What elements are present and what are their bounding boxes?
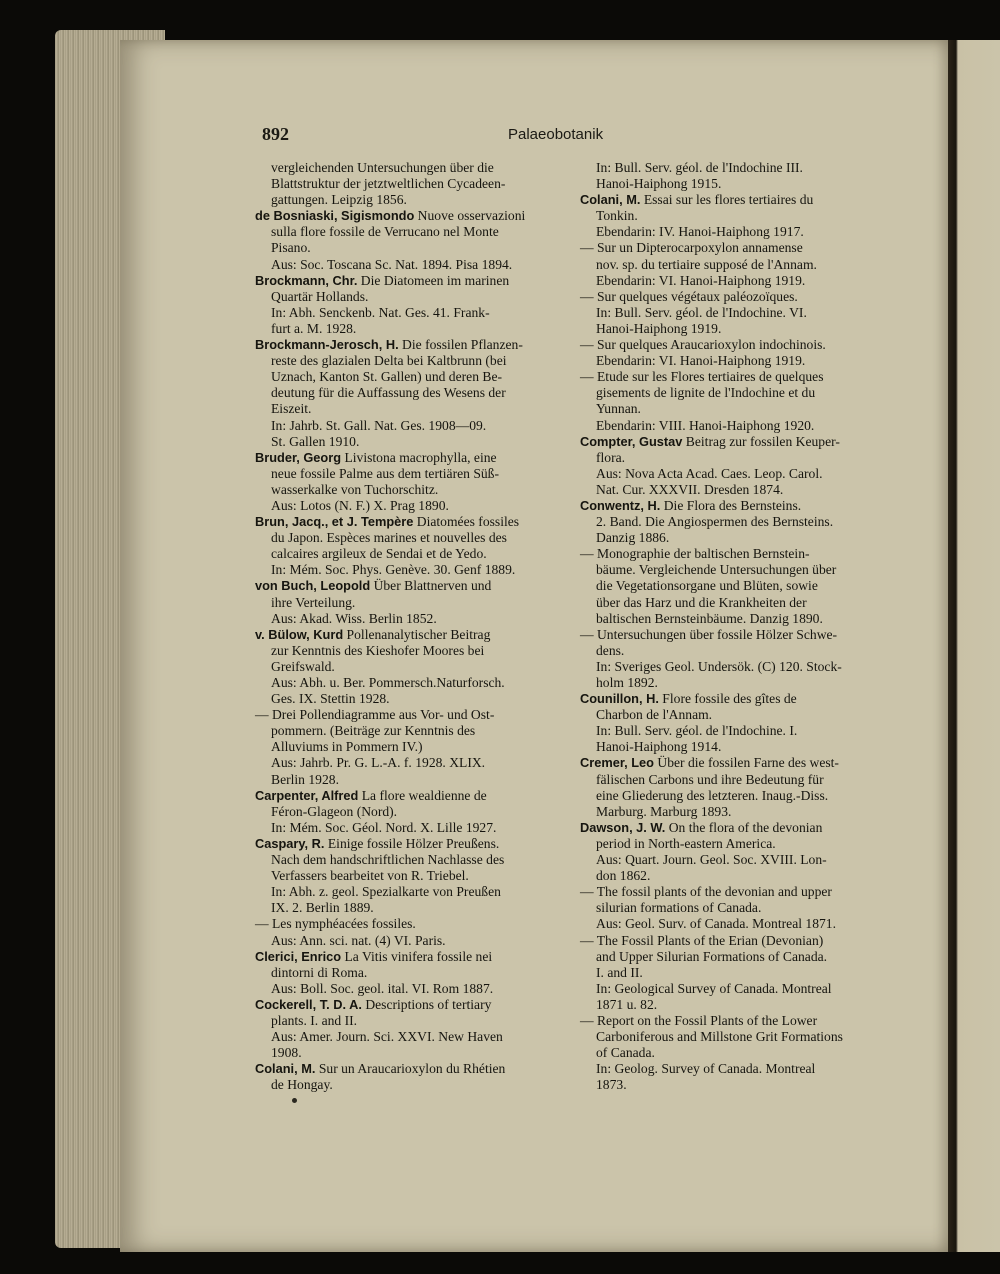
- entry-text: don 1862.: [596, 868, 651, 884]
- entry-text: Aus: Ann. sci. nat. (4) VI. Paris.: [271, 932, 446, 948]
- entry-text: Yunnan.: [596, 401, 641, 417]
- entry-text: period in North-eastern America.: [596, 835, 776, 851]
- bibliography-line: [255, 852, 560, 868]
- bibliography-line: [255, 611, 560, 627]
- bibliography-line: [255, 192, 560, 208]
- bibliography-line: [580, 498, 885, 514]
- bibliography-line: [580, 257, 885, 273]
- entry-text: pommern. (Beiträge zur Kenntnis des: [271, 723, 476, 739]
- entry-text: In: Mém. Soc. Géol. Nord. X. Lille 1927.: [271, 819, 497, 835]
- bibliography-line: [580, 1013, 885, 1029]
- bibliography-line: [255, 675, 560, 691]
- bibliography-line: [580, 1029, 885, 1045]
- entry-author: Counillon, H.: [580, 691, 659, 707]
- entry-text: 1908.: [271, 1045, 302, 1061]
- entry-text: — Untersuchungen über fossile Hölzer Schwe-: [580, 626, 838, 642]
- entry-text: — The fossil plants of the devonian and upper: [580, 884, 832, 900]
- entry-text: Blattstruktur der jetztweltlichen Cycadeen-: [271, 176, 506, 192]
- entry-text: Marburg. Marburg 1893.: [596, 803, 732, 819]
- entry-text: Berlin 1928.: [271, 771, 339, 787]
- entry-text: In: Bull. Serv. géol. de l'Indochine. VI.: [596, 304, 807, 320]
- entry-text: Aus: Akad. Wiss. Berlin 1852.: [271, 610, 437, 626]
- bibliography-line: [580, 595, 885, 611]
- entry-text: Verfassers bearbeitet von R. Triebel.: [271, 868, 469, 884]
- bibliography-line: [580, 755, 885, 771]
- bibliography-line: [580, 739, 885, 755]
- entry-text: deutung für die Auffassung des Wesens der: [271, 385, 506, 401]
- entry-text: du Japon. Espèces marines et nouvelles des: [271, 530, 507, 546]
- bibliography-line: [580, 160, 885, 176]
- entry-text: dens.: [596, 642, 625, 658]
- entry-text: In: Bull. Serv. géol. de l'Indochine III.: [596, 160, 803, 175]
- bibliography-line: [255, 160, 560, 176]
- bibliography-line: [255, 578, 560, 594]
- bibliography-line: [255, 514, 560, 530]
- entry-text: Flore fossile des gîtes de: [658, 691, 797, 707]
- bibliography-line: [580, 192, 885, 208]
- entry-author: Caspary, R.: [255, 835, 325, 851]
- bibliography-line: [580, 981, 885, 997]
- entry-text: Ebendarin: IV. Hanoi-Haiphong 1917.: [596, 224, 804, 240]
- entry-text: Descriptions of tertiary: [361, 996, 492, 1012]
- entry-text: — Drei Pollendiagramme aus Vor- und Ost-: [255, 707, 495, 723]
- page-number: 892: [262, 124, 289, 144]
- entry-text: of Canada.: [596, 1045, 655, 1061]
- entry-text: eine Gliederung des letzteren. Inaug.-Diss.: [596, 787, 829, 803]
- entry-author: Brun, Jacq., et J. Tempère: [255, 514, 414, 530]
- bibliography-line: [255, 176, 560, 192]
- entry-text: Die Diatomeen im marinen: [357, 272, 510, 288]
- entry-author: Cockerell, T. D. A.: [255, 996, 362, 1012]
- entry-text: Aus: Quart. Journ. Geol. Soc. XVIII. Lon-: [596, 852, 827, 868]
- entry-text: — Sur quelques Araucarioxylon indochinois.: [580, 337, 826, 353]
- entry-text: In: Geolog. Survey of Canada. Montreal: [596, 1061, 816, 1077]
- entry-text: Über Blattnerven und: [370, 578, 492, 594]
- bibliography-line: [580, 611, 885, 627]
- entry-author: Clerici, Enrico: [255, 948, 342, 964]
- bibliography-line: [580, 723, 885, 739]
- bibliography-line: [580, 434, 885, 450]
- entry-text: calcaires argileux de Sendai et de Yedo.: [271, 546, 487, 562]
- bibliography-line: [255, 562, 560, 578]
- bibliography-line: [580, 916, 885, 932]
- entry-author: Conwentz, H.: [580, 497, 661, 513]
- entry-author: de Bosniaski, Sigismondo: [255, 208, 415, 224]
- entry-text: flora.: [596, 449, 626, 465]
- bibliography-line: [255, 691, 560, 707]
- entry-author: Dawson, J. W.: [580, 819, 666, 835]
- bibliography-line: [255, 273, 560, 289]
- entry-text: Pollenanalytischer Beitrag: [343, 626, 491, 642]
- bibliography-line: [255, 933, 560, 949]
- bibliography-line: [255, 418, 560, 434]
- bibliography-line: [580, 353, 885, 369]
- entry-text: über das Harz und die Krankheiten der: [596, 594, 807, 610]
- bibliography-line: [255, 723, 560, 739]
- bibliography-line: [580, 466, 885, 482]
- entry-text: Livistona macrophylla, eine: [341, 449, 497, 465]
- entry-text: I. and II.: [596, 964, 643, 980]
- ink-speck: [292, 1098, 297, 1103]
- entry-text: In: Abh. z. geol. Spezialkarte von Preußen: [271, 884, 501, 900]
- bibliography-line: [255, 627, 560, 643]
- entry-text: Quartär Hollands.: [271, 288, 369, 304]
- bibliography-line: [255, 466, 560, 482]
- bibliography-line: [580, 321, 885, 337]
- entry-text: Essai sur les flores tertiaires du: [640, 192, 814, 208]
- bibliography-line: [255, 916, 560, 932]
- bibliography-line: [255, 595, 560, 611]
- entry-text: sulla flore fossile de Verrucano nel Monte: [271, 224, 499, 240]
- entry-text: St. Gallen 1910.: [271, 433, 360, 449]
- entry-text: furt a. M. 1928.: [271, 320, 357, 336]
- entry-text: 2. Band. Die Angiospermen des Bernsteins.: [596, 514, 834, 530]
- bibliography-line: [255, 884, 560, 900]
- entry-text: Hanoi-Haiphong 1915.: [596, 176, 722, 192]
- entry-text: Aus: Boll. Soc. geol. ital. VI. Rom 1887.: [271, 980, 494, 996]
- entry-text: La flore wealdienne de: [358, 787, 487, 803]
- bibliography-line: [580, 530, 885, 546]
- entry-text: In: Geological Survey of Canada. Montreal: [596, 980, 832, 996]
- entry-text: Ges. IX. Stettin 1928.: [271, 691, 390, 707]
- page-header: [0, 124, 1000, 148]
- bibliography-line: [255, 900, 560, 916]
- entry-text: — The Fossil Plants of the Erian (Devonian): [580, 932, 824, 948]
- entry-text: In: Abh. Senckenb. Nat. Ges. 41. Frank-: [271, 304, 490, 320]
- bibliography-line: [580, 208, 885, 224]
- entry-text: holm 1892.: [596, 675, 658, 690]
- bibliography-line: [255, 949, 560, 965]
- entry-text: nov. sp. du tertiaire supposé de l'Annam.: [596, 256, 817, 272]
- entry-text: Carboniferous and Millstone Grit Formations: [596, 1029, 843, 1045]
- bibliography-line: [255, 868, 560, 884]
- entry-text: 1873.: [596, 1077, 627, 1093]
- bibliography-line: [255, 546, 560, 562]
- entry-text: and Upper Silurian Formations of Canada.: [596, 948, 828, 964]
- bibliography-line: [580, 562, 885, 578]
- entry-text: Einige fossile Hölzer Preußens.: [324, 835, 500, 851]
- entry-text: In: Sveriges Geol. Undersök. (C) 120. Stock-: [596, 658, 842, 674]
- entry-text: vergleichenden Untersuchungen über die: [271, 160, 494, 175]
- entry-text: — Sur un Dipterocarpoxylon annamense: [580, 240, 803, 256]
- bibliography-line: [255, 1077, 560, 1093]
- bibliography-line: [580, 337, 885, 353]
- entry-author: Colani, M.: [580, 192, 641, 208]
- entry-text: Greifswald.: [271, 658, 335, 674]
- bibliography-line: [255, 369, 560, 385]
- entry-text: Nach dem handschriftlichen Nachlasse des: [271, 852, 505, 868]
- entry-text: reste des glazialen Delta bei Kaltbrunn (bei: [271, 353, 507, 369]
- bibliography-line: [255, 739, 560, 755]
- bibliography-line: [255, 1029, 560, 1045]
- bibliography-line: [255, 305, 560, 321]
- bibliography-line: [255, 772, 560, 788]
- entry-text: de Hongay.: [271, 1077, 333, 1093]
- entry-text: die Vegetationsorgane und Blüten, sowie: [596, 578, 818, 594]
- bibliography-line: [255, 788, 560, 804]
- entry-text: In: Mém. Soc. Phys. Genève. 30. Genf 1889.: [271, 562, 516, 578]
- bibliography-line: [580, 691, 885, 707]
- bibliography-line: [255, 1013, 560, 1029]
- bibliography-line: [580, 707, 885, 723]
- entry-text: Nat. Cur. XXXVII. Dresden 1874.: [596, 481, 784, 497]
- bibliography-line: [255, 257, 560, 273]
- entry-text: — Etude sur les Flores tertiaires de quelques: [580, 369, 824, 385]
- bibliography-line: [580, 418, 885, 434]
- bibliography-line: [580, 514, 885, 530]
- bibliography-line: [580, 933, 885, 949]
- bibliography-line: [580, 546, 885, 562]
- entry-author: Colani, M.: [255, 1061, 316, 1077]
- entry-text: Ebendarin: VIII. Hanoi-Haiphong 1920.: [596, 417, 815, 433]
- entry-text: Die Flora des Bernsteins.: [660, 497, 802, 513]
- entry-author: von Buch, Leopold: [255, 578, 371, 594]
- bibliography-line: [580, 176, 885, 192]
- bibliography-line: [580, 1061, 885, 1077]
- bibliography-line: [255, 836, 560, 852]
- bibliography-line: [255, 450, 560, 466]
- bibliography-line: [255, 981, 560, 997]
- entry-text: Aus: Jahrb. Pr. G. L.-A. f. 1928. XLIX.: [271, 755, 486, 771]
- bibliography-line: [580, 772, 885, 788]
- bibliography-line: [580, 852, 885, 868]
- bibliography-line: [580, 836, 885, 852]
- entry-text: Charbon de l'Annam.: [596, 707, 713, 723]
- entry-author: Brockmann-Jerosch, H.: [255, 337, 399, 353]
- entry-text: Nuove osservazioni: [414, 208, 526, 224]
- bibliography-line: [580, 804, 885, 820]
- right-column: [580, 160, 885, 1093]
- bibliography-line: [580, 949, 885, 965]
- bibliography-line: [255, 401, 560, 417]
- entry-text: bäume. Vergleichende Untersuchungen über: [596, 562, 837, 578]
- entry-text: Aus: Geol. Surv. of Canada. Montreal 1871.: [596, 916, 836, 932]
- bibliography-line: [255, 804, 560, 820]
- bibliography-line: [580, 868, 885, 884]
- bibliography-line: [255, 224, 560, 240]
- entry-text: baltischen Bernsteinbäume. Danzig 1890.: [596, 610, 823, 626]
- entry-text: Danzig 1886.: [596, 530, 670, 546]
- running-title: Palaeobotanik: [508, 126, 604, 143]
- entry-text: Diatomées fossiles: [413, 514, 520, 530]
- entry-text: Sur un Araucarioxylon du Rhétien: [315, 1061, 506, 1077]
- bibliography-line: [255, 820, 560, 836]
- entry-text: — Monographie der baltischen Bernstein-: [580, 546, 810, 562]
- bibliography-line: [255, 498, 560, 514]
- bibliography-line: [255, 1061, 560, 1077]
- bibliography-line: [580, 450, 885, 466]
- bibliography-line: [580, 578, 885, 594]
- bibliography-line: [255, 755, 560, 771]
- entry-author: Cremer, Leo: [580, 755, 654, 771]
- bibliography-line: [255, 337, 560, 353]
- entry-text: — Report on the Fossil Plants of the Lower: [580, 1012, 818, 1028]
- entry-text: silurian formations of Canada.: [596, 900, 762, 916]
- entry-text: ihre Verteilung.: [271, 594, 356, 610]
- entry-text: plants. I. and II.: [271, 1012, 358, 1028]
- book-gutter: [948, 40, 1000, 1252]
- bibliography-line: [580, 1077, 885, 1093]
- entry-text: — Sur quelques végétaux paléozoïques.: [580, 288, 798, 304]
- entry-text: La Vitis vinifera fossile nei: [341, 948, 493, 964]
- entry-text: Aus: Lotos (N. F.) X. Prag 1890.: [271, 497, 449, 513]
- entry-text: Hanoi-Haiphong 1919.: [596, 320, 722, 336]
- bibliography-line: [580, 659, 885, 675]
- bibliography-line: [255, 353, 560, 369]
- entry-text: Über die fossilen Farne des west-: [653, 755, 839, 771]
- entry-text: Pisano.: [271, 240, 311, 256]
- bibliography-line: [580, 224, 885, 240]
- entry-text: Ebendarin: VI. Hanoi-Haiphong 1919.: [596, 353, 806, 369]
- entry-text: Aus: Abh. u. Ber. Pommersch.Naturforsch.: [271, 675, 505, 690]
- bibliography-line: [580, 240, 885, 256]
- bibliography-line: [255, 321, 560, 337]
- bibliography-line: [255, 1045, 560, 1061]
- bibliography-line: [580, 627, 885, 643]
- entry-text: In: Bull. Serv. géol. de l'Indochine. I.: [596, 723, 798, 739]
- bibliography-line: [580, 273, 885, 289]
- entry-text: neue fossile Palme aus dem tertiären Süß-: [271, 465, 500, 481]
- bibliography-line: [255, 434, 560, 450]
- entry-text: Uznach, Kanton St. Gallen) und deren Be-: [271, 369, 503, 385]
- bibliography-line: [255, 208, 560, 224]
- bibliography-line: [255, 482, 560, 498]
- bibliography-line: [255, 240, 560, 256]
- bibliography-line: [255, 289, 560, 305]
- bibliography-line: [580, 385, 885, 401]
- entry-text: Alluviums in Pommern IV.): [271, 739, 423, 755]
- entry-author: Bruder, Georg: [255, 449, 342, 465]
- bibliography-line: [255, 659, 560, 675]
- bibliography-line: [580, 675, 885, 691]
- entry-text: 1871 u. 82.: [596, 996, 658, 1012]
- entry-text: Beitrag zur fossilen Keuper-: [682, 433, 840, 449]
- entry-text: On the flora of the devonian: [665, 819, 823, 835]
- entry-author: v. Bülow, Kurd: [255, 626, 344, 642]
- bibliography-line: [580, 643, 885, 659]
- entry-text: IX. 2. Berlin 1889.: [271, 900, 374, 916]
- entry-text: gisements de lignite de l'Indochine et du: [596, 385, 816, 401]
- entry-text: Aus: Amer. Journ. Sci. XXVI. New Haven: [271, 1029, 503, 1045]
- bibliography-line: [580, 1045, 885, 1061]
- entry-text: Hanoi-Haiphong 1914.: [596, 739, 722, 755]
- entry-text: Féron-Glageon (Nord).: [271, 803, 398, 819]
- bibliography-line: [255, 965, 560, 981]
- bibliography-line: [580, 305, 885, 321]
- entry-text: Eiszeit.: [271, 401, 312, 417]
- entry-author: Compter, Gustav: [580, 433, 683, 449]
- entry-text: In: Jahrb. St. Gall. Nat. Ges. 1908—09.: [271, 417, 487, 433]
- bibliography-line: [255, 530, 560, 546]
- bibliography-line: [580, 401, 885, 417]
- entry-text: Tonkin.: [596, 208, 638, 224]
- bibliography-line: [580, 997, 885, 1013]
- entry-text: wasserkalke von Tuchorschitz.: [271, 481, 439, 497]
- entry-text: Aus: Soc. Toscana Sc. Nat. 1894. Pisa 1894.: [271, 256, 513, 272]
- bibliography-line: [580, 884, 885, 900]
- entry-text: Die fossilen Pflanzen-: [398, 337, 523, 353]
- bibliography-line: [580, 900, 885, 916]
- entry-text: — Les nymphéacées fossiles.: [255, 916, 416, 932]
- entry-author: Carpenter, Alfred: [255, 787, 359, 803]
- bibliography-line: [580, 820, 885, 836]
- bibliography-line: [580, 482, 885, 498]
- bibliography-line: [255, 385, 560, 401]
- bibliography-line: [580, 369, 885, 385]
- bibliography-line: [580, 965, 885, 981]
- bibliography-line: [255, 997, 560, 1013]
- entry-text: Aus: Nova Acta Acad. Caes. Leop. Carol.: [596, 465, 823, 481]
- entry-text: Ebendarin: VI. Hanoi-Haiphong 1919.: [596, 272, 806, 288]
- entry-text: fälischen Carbons und ihre Bedeutung für: [596, 771, 824, 787]
- entry-author: Brockmann, Chr.: [255, 272, 358, 288]
- entry-text: zur Kenntnis des Kieshofer Moores bei: [271, 642, 485, 658]
- left-column: [255, 160, 560, 1093]
- bibliography-line: [580, 788, 885, 804]
- entry-text: dintorni di Roma.: [271, 964, 368, 980]
- bibliography-line: [255, 643, 560, 659]
- entry-text: gattungen. Leipzig 1856.: [271, 192, 407, 208]
- bibliography-line: [255, 707, 560, 723]
- bibliography-line: [580, 289, 885, 305]
